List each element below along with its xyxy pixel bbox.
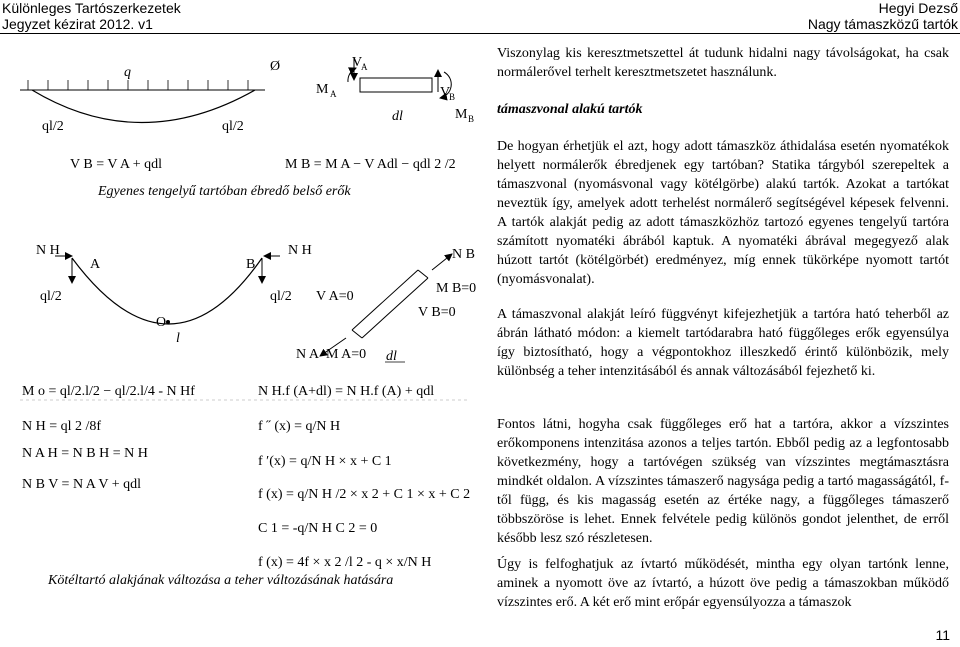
equation-f1: f ′(x) = q/N H × x + C 1 — [258, 454, 392, 469]
diameter-symbol: Ø — [270, 59, 281, 74]
horizontal-force-a: N H — [36, 243, 60, 258]
svg-text:A: A — [330, 89, 337, 99]
structural-figure — [0, 36, 490, 596]
element-length-label-2: dl — [386, 349, 397, 364]
caption-cable: Kötéltartó alakjának változása a teher változásának hatására — [48, 573, 394, 588]
span-label: l — [176, 331, 180, 346]
normal-force-a: N A — [296, 347, 319, 362]
equation-nhf: N H.f (A+dl) = N H.f (A) + qdl — [258, 384, 435, 399]
paragraph-3: A támaszvonal alakját leíró függvényt kifejezhetjük a tartóra ható teherből az ábrán látható módon: a kiemelt tartódarabra ható függőleges erők egyensúlya így biztosítható, hogy a végpontokhoz illeszkedő érintő különbözik, mely különbség a teher intenzitásából és annak változásából fejezhető ki. — [497, 307, 949, 379]
page-header — [0, 0, 960, 34]
beam-diagram — [20, 59, 280, 134]
equation-f0: f (x) = q/N H /2 × x 2 + C 1 × x + C 2 — [258, 487, 471, 502]
svg-text:B: B — [468, 114, 475, 124]
cable-diagram — [36, 243, 312, 346]
reaction-left-label: ql/2 — [42, 119, 64, 134]
paragraph-2: De hogyan érhetjük el azt, hogy adott támaszköz áthidalása esetén nyomatékok helyett normálerők ébredjenek egy tartóban? Statika tárgyból szerepeltek a támaszvonal (nyomásvonal vagy kötélgörbe) alakú tartók. Azokat a tartókat neveztük így, amelyek adott terhelést normálerő segítségével képesek felvenni. A tartók alakját pedig az adott támaszközhöz tartozó egyenes tengelyű tartóra számított nyomatéki ábrából kaptuk. A nyomatéki ábrával megegyező alak húzott tartót (kötélgörbét) eredményez, míg ennek tükörképe nyomott tartót (nyomásvonalat). — [497, 139, 949, 287]
equation-mb: M B = M A − V Adl − qdl 2 /2 — [285, 157, 456, 172]
moment-b-label: M — [455, 107, 468, 122]
moment-a-label: M — [316, 82, 329, 97]
paragraph-4: Fontos látni, hogyha csak függőleges erő hat a tartóra, akkor a vízszintes erőkomponens intenzitása azonos a teljes tartón. Ebből pedig az a legfontosabb következmény, hogy a tartóvégen szükség van vízszintes megtámasztásra mindkét oldalon. A vízszintes támaszerő nagysága pedig a tartó magasságától, f-től függ, és kis magasság esetén az értéke nagy, a függőleges támaszerő többszöröse is lehet. Ennek felvétele pedig különös gondot jelenthet, de erről később lesz szó részletesen. — [497, 417, 949, 546]
page-number: 11 — [935, 627, 950, 643]
moment-b-zero: M B=0 — [436, 281, 477, 296]
shear-b-label: V — [440, 85, 451, 100]
equation-c: C 1 = -q/N H C 2 = 0 — [258, 521, 378, 536]
equation-mo: M o = ql/2.l/2 − ql/2.l/4 - N Hf — [22, 384, 195, 399]
author: Hegyi Dezső — [878, 0, 958, 16]
equation-vb: V B = V A + qdl — [70, 157, 163, 172]
support-a-label: A — [90, 257, 101, 272]
load-label-q: q — [124, 65, 131, 80]
element-length-label: dl — [392, 109, 403, 124]
equation-fx: f (x) = 4f × x 2 /l 2 - q × x/N H — [258, 555, 432, 570]
normal-force-b: N B — [452, 247, 475, 262]
svg-text:A: A — [361, 62, 368, 72]
paragraph-5: Úgy is felfoghatjuk az ívtartó működését, mintha egy olyan tartónk lenne, aminek a nyomott öve az ívtartó, a húzott öve pedig a támaszokban működő vízszintes erő. A két erő mint erőpár egyensúlyozza a támaszok — [497, 557, 949, 610]
shear-a-zero: V A=0 — [316, 289, 354, 304]
reaction-right-label: ql/2 — [222, 119, 244, 134]
equation-nbv: N B V = N A V + qdl — [22, 477, 142, 492]
section-heading: támaszvonal alakú tartók — [497, 102, 643, 117]
shear-b-zero: V B=0 — [418, 305, 456, 320]
vertical-reaction-a: ql/2 — [40, 289, 62, 304]
vertical-reaction-b: ql/2 — [270, 289, 292, 304]
paragraph-intro: Viszonylag kis keresztmetszettel át tudunk hidalni nagy távolságokat, ha csak normálerővel terhelt keresztmetszetet használunk. — [497, 46, 949, 80]
course-title: Különleges Tartószerkezetek — [2, 0, 181, 16]
note-version: Jegyzet kézirat 2012. v1 — [2, 16, 153, 32]
equation-f2: f ˝ (x) = q/N H — [258, 419, 341, 434]
header-rule — [0, 33, 960, 34]
svg-text:B: B — [449, 92, 456, 102]
shear-a-label: V — [352, 55, 363, 70]
caption-internal-forces: Egyenes tengelyű tartóban ébredő belső erők — [98, 184, 351, 199]
beam-element-diagram — [316, 55, 474, 124]
support-b-label: B — [246, 257, 256, 272]
moment-a-zero: M A=0 — [326, 347, 367, 362]
chapter-title: Nagy támaszközű tartók — [807, 16, 958, 32]
equation-nh: N H = ql 2 /8f — [22, 419, 102, 434]
horizontal-force-b: N H — [288, 243, 312, 258]
origin-label: O — [156, 315, 167, 330]
equation-nah: N A H = N B H = N H — [22, 446, 148, 461]
cable-element-diagram — [296, 247, 476, 364]
